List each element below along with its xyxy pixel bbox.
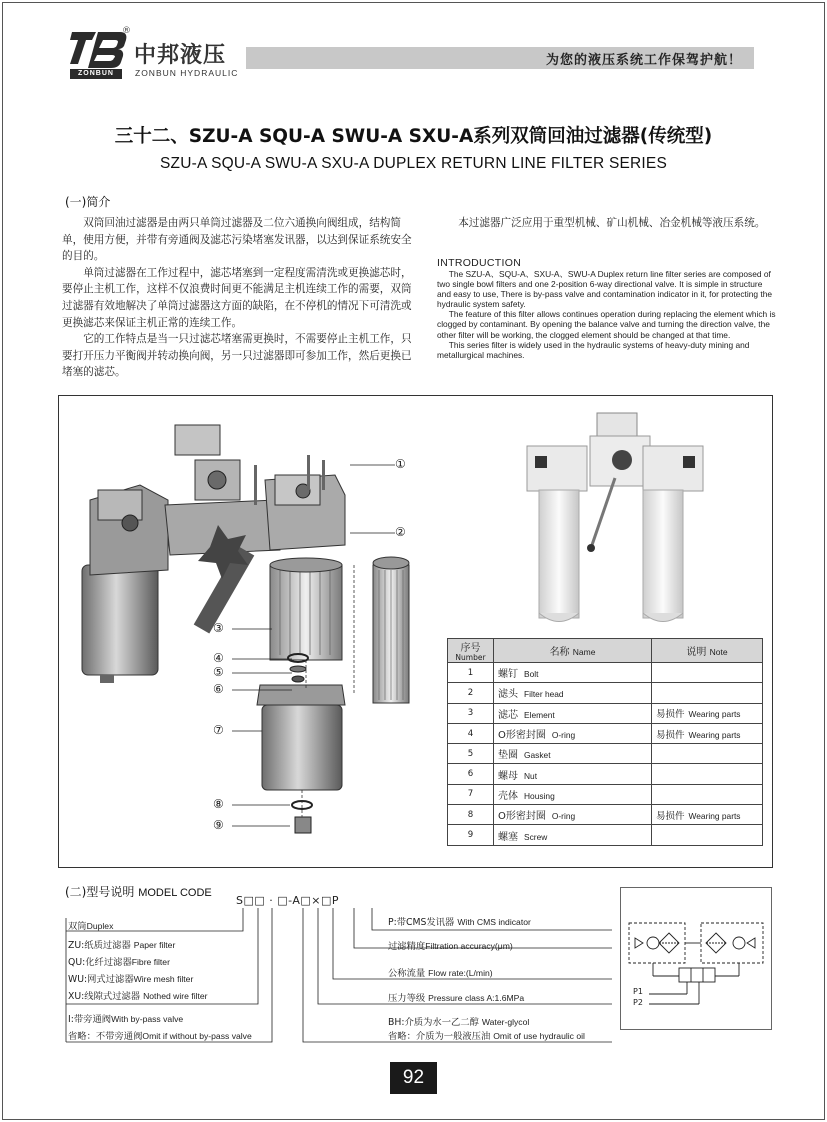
model-code-string: S□□ · □-A□×□P: [236, 894, 340, 907]
callout-1: ①: [395, 457, 406, 471]
intro-en-paragraph-3: This series filter is widely used in the hydraulic systems of heavy-duty mining and metallurgical machines.: [437, 339, 750, 360]
intro-en-body: [437, 269, 777, 360]
part-name-en: Bolt: [524, 669, 539, 680]
part-note-cn: 易损件: [656, 729, 685, 741]
model-duplex-cn: 双筒: [68, 921, 87, 932]
part-name-en: Element: [524, 709, 555, 720]
part-name-cn: O形密封圈: [498, 730, 546, 742]
port-p1-label: P1: [633, 987, 643, 996]
model-water-glycol: [388, 1014, 529, 1028]
model-no-bypass: [68, 1028, 252, 1042]
intro-heading: (一)简介: [65, 195, 111, 209]
row-note: [652, 784, 763, 804]
intro-en-paragraph-1: The SZU-A、SQU-A、SXU-A、SWU-A Duplex return line filter series are composed of two single bowl filters and one 2-position 6-way directional valve. It is simple in structure and easy to use, There is by-pass valve and contamination indicator in it, for protecting the hydraulic system safety.: [437, 269, 773, 310]
page-title-cn: 三十二、SZU-A SQU-A SWU-A SXU-A系列双筒回油过滤器(传统型): [114, 126, 713, 147]
part-name-cn: 垫圈: [498, 750, 518, 762]
table-row: [448, 825, 763, 845]
part-name-cn: 滤芯: [498, 709, 518, 721]
row-number: 1: [448, 663, 494, 683]
model-flow-rate: [388, 965, 493, 979]
model-duplex-en: Duplex: [86, 921, 114, 931]
slogan-bar: [246, 47, 754, 69]
row-number: 9: [448, 825, 494, 845]
model-pressure-en: Pressure class A:1.6MPa: [428, 993, 525, 1003]
row-number: 2: [448, 683, 494, 703]
model-code-heading-en: MODEL CODE: [138, 887, 212, 899]
model-duplex: [68, 918, 113, 932]
row-note: [652, 825, 763, 845]
row-number: 7: [448, 784, 494, 804]
row-name: [494, 703, 652, 723]
model-fibre-filter: [68, 954, 170, 968]
model-wire-mesh-en: Wire mesh filter: [133, 974, 194, 984]
part-name-cn: 螺钉: [498, 669, 518, 681]
callout-8: ⑧: [213, 797, 224, 811]
intro-cn-right-paragraph: 本过滤器广泛应用于重型机械、矿山机械、冶金机械等液压系统。: [458, 217, 766, 229]
row-name: [494, 805, 652, 825]
model-paper-filter: [68, 937, 175, 951]
row-note: [652, 723, 763, 743]
parts-table-header: [448, 639, 763, 663]
part-name-en: O-ring: [551, 811, 576, 822]
model-wire-mesh-cn: WU:网式过滤器: [68, 974, 134, 985]
model-notched-wire-en: Nothed wire filter: [143, 991, 208, 1001]
model-accuracy-en: Filtration accuracy(μm): [425, 941, 513, 951]
table-row: [448, 703, 763, 723]
model-cms-en: With CMS indicator: [457, 917, 531, 927]
part-name-cn: 壳体: [498, 790, 518, 802]
part-name-cn: 螺塞: [498, 831, 518, 843]
row-name: [494, 764, 652, 784]
header-note: [652, 639, 763, 663]
row-name: [494, 683, 652, 703]
port-p2-label: P2: [633, 998, 643, 1007]
zonbun-logo-icon: [70, 28, 128, 70]
model-oil-cn: 省略：介质为一般液压油: [388, 1031, 491, 1042]
part-name-en: Gasket: [524, 750, 551, 761]
header-note-cn: 说明: [686, 647, 707, 658]
registered-mark: ®: [122, 26, 131, 36]
model-no-bypass-cn: 省略：不带旁通阀: [68, 1031, 143, 1042]
row-name: [494, 784, 652, 804]
exploded-diagram: [70, 405, 430, 855]
row-name: [494, 663, 652, 683]
part-name-cn: 滤头: [498, 689, 518, 701]
model-bypass-valve: [68, 1011, 183, 1025]
header-name: [494, 639, 652, 663]
intro-cn-left: [62, 215, 412, 381]
model-flow-cn: 公称流量: [388, 968, 426, 979]
callout-3: ③: [213, 621, 224, 635]
model-filtration-accuracy: [388, 938, 513, 952]
brand-name-en: ZONBUN HYDRAULIC: [135, 68, 239, 78]
part-name-en: Nut: [524, 770, 538, 781]
part-note-en: Wearing parts: [688, 729, 741, 740]
row-note: [652, 764, 763, 784]
brand-name-cn: 中邦液压: [134, 43, 227, 68]
row-name: [494, 825, 652, 845]
model-pressure-cn: 压力等级: [388, 993, 426, 1004]
row-number: 5: [448, 744, 494, 764]
model-paper-en: Paper filter: [133, 940, 176, 950]
table-row: [448, 764, 763, 784]
row-name: [494, 723, 652, 743]
parts-table: [447, 638, 763, 846]
row-number: 3: [448, 703, 494, 723]
row-note: [652, 744, 763, 764]
model-notched-wire-cn: XU:线隙式过滤器: [68, 991, 141, 1002]
model-cms-indicator: [388, 914, 531, 928]
row-name: [494, 744, 652, 764]
table-row: [448, 784, 763, 804]
model-code-heading-cn: (二)型号说明: [65, 885, 135, 899]
callout-6: ⑥: [213, 682, 224, 696]
table-row: [448, 683, 763, 703]
intro-en-paragraph-2: The feature of this filter allows continues operation during replacing the element which is clogged by contaminant. By opening the balance valve and turning the direction valve, the other filter will be working, the clogged element should be changed at that time.: [437, 309, 776, 340]
callout-2: ②: [395, 525, 406, 539]
model-bypass-en: With by-pass valve: [111, 1014, 184, 1024]
row-note: [652, 805, 763, 825]
intro-cn-paragraph-1: 双筒回油过滤器是由两只单筒过滤器及二位六通换向阀组成，结构简单，使用方便，并带有旁通阀及滤芯污染堵塞发讯器，以达到保证系统安全的目的。: [62, 217, 412, 263]
intro-cn-paragraph-2: 单筒过滤器在工作过程中，滤芯堵塞到一定程度需清洗或更换滤芯时，要停止主机工作，这样不仅浪费时间更不能满足主机连续工作的需要，双筒过滤器有效地解决了单筒过滤器这方面的缺陷，在不停机的情况下可清洗或更换滤芯来保证主机正常的连续工作。: [62, 266, 412, 329]
callout-7: ⑦: [213, 723, 224, 737]
model-glycol-cn: BH:介质为水一乙二醇: [388, 1017, 479, 1028]
hydraulic-schematic-icon: [621, 888, 771, 1029]
model-paper-cn: ZU:纸质过滤器: [68, 940, 131, 951]
part-note-cn: 易损件: [656, 810, 685, 822]
row-note: [652, 703, 763, 723]
callout-9: ⑨: [213, 818, 224, 832]
intro-en-heading: INTRODUCTION: [437, 257, 522, 269]
model-accuracy-cn: 过滤精度: [388, 941, 426, 952]
product-photo: [495, 408, 710, 633]
intro-cn-paragraph-3: 它的工作特点是当一只过滤芯堵塞需更换时，不需要停止主机工作，只要打开压力平衡阀并转动换向阀，另一只过滤器即可参加工作，然后更换已堵塞的滤芯。: [62, 333, 412, 379]
page-title-en: SZU-A SQU-A SWU-A SXU-A DUPLEX RETURN LINE FILTER SERIES: [159, 155, 667, 172]
header-number-cn: 序号: [460, 643, 481, 654]
row-number: 8: [448, 805, 494, 825]
model-pressure-class: [388, 990, 524, 1004]
model-fibre-en: Fibre filter: [131, 957, 170, 967]
header-number-en: Number: [455, 653, 486, 662]
model-oil-en: Omit of use hydraulic oil: [493, 1031, 585, 1041]
model-hydraulic-oil: [388, 1028, 585, 1042]
page-number: 92: [390, 1062, 437, 1094]
part-name-en: Filter head: [524, 689, 564, 700]
model-wire-mesh-filter: [68, 971, 193, 985]
table-row: [448, 744, 763, 764]
part-name-en: Screw: [524, 831, 548, 842]
table-row: [448, 723, 763, 743]
part-name-cn: 螺母: [498, 770, 518, 782]
row-note: [652, 663, 763, 683]
model-bypass-cn: I:带旁通阀: [68, 1014, 112, 1025]
callout-5: ⑤: [213, 665, 224, 679]
model-cms-cn: P:带CMS发讯器: [388, 917, 455, 928]
slogan-text: 为您的液压系统工作保驾护航！: [545, 53, 742, 68]
model-no-bypass-en: Omit if without by-pass valve: [142, 1031, 252, 1041]
part-note-en: Wearing parts: [688, 709, 741, 720]
row-number: 4: [448, 723, 494, 743]
part-name-en: Housing: [524, 790, 555, 801]
model-flow-en: Flow rate:(L/min): [428, 968, 493, 978]
header-name-cn: 名称: [549, 647, 570, 658]
table-row: [448, 805, 763, 825]
part-name-cn: O形密封圈: [498, 811, 546, 823]
table-row: [448, 663, 763, 683]
model-fibre-cn: QU:化纤过滤器: [68, 957, 132, 968]
part-name-en: O-ring: [551, 730, 576, 741]
logo-wordmark: ZONBUN: [70, 69, 122, 79]
intro-cn-right: [437, 215, 777, 232]
header-note-en: Note: [709, 647, 728, 657]
header-name-en: Name: [572, 647, 596, 657]
callout-4: ④: [213, 651, 224, 665]
model-notched-wire-filter: [68, 988, 208, 1002]
model-glycol-en: Water-glycol: [481, 1017, 530, 1027]
row-note: [652, 683, 763, 703]
part-note-cn: 易损件: [656, 709, 685, 721]
row-number: 6: [448, 764, 494, 784]
header-number: [448, 639, 494, 663]
model-code-heading: [65, 883, 212, 900]
hydraulic-symbol-box: [620, 887, 772, 1030]
part-note-en: Wearing parts: [688, 810, 741, 821]
